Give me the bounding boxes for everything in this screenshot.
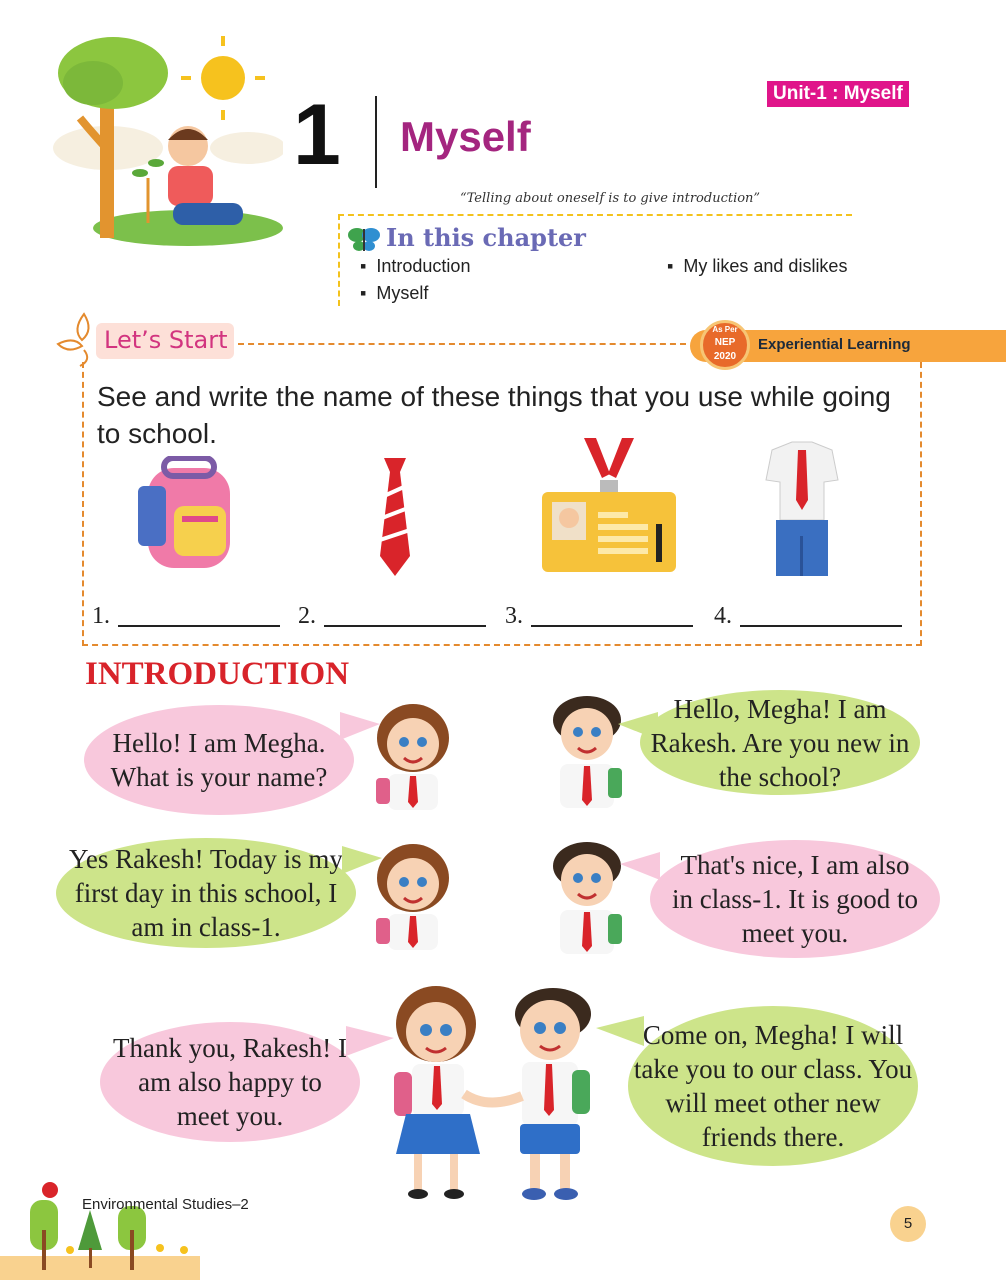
chapter-title: Myself: [400, 113, 531, 160]
chapter-item: ▪ Myself: [360, 283, 428, 304]
id-card-icon: [538, 436, 680, 576]
chapter-divider: [375, 96, 377, 188]
girl-avatar: [368, 838, 458, 950]
answer-blank[interactable]: [298, 603, 486, 630]
answer-line: [324, 625, 486, 627]
bubble-tail: [346, 1026, 394, 1056]
speech-bubble-rakesh: [628, 1006, 918, 1166]
chapter-item: ▪ My likes and dislikes: [667, 256, 847, 277]
page-number: 5: [890, 1206, 926, 1242]
speech-bubble-megha: [56, 838, 356, 948]
speech-bubble-megha: [100, 1022, 360, 1142]
boy-avatar: [542, 690, 632, 808]
book-title: Environmental Studies–2: [82, 1196, 249, 1213]
lets-start-text: Let’s Start: [104, 326, 228, 354]
in-this-chapter-heading: In this chapter: [386, 223, 586, 252]
speech-bubble-rakesh: [650, 840, 940, 958]
nep-badge-line1: As Per: [712, 325, 738, 334]
answer-blank[interactable]: [505, 603, 693, 630]
bubble-tail: [620, 852, 660, 880]
school-uniform-icon: [762, 440, 842, 580]
dialogue-text: Hello! I am Megha. What is your name?: [110, 728, 328, 792]
school-bag-icon: [134, 456, 244, 576]
answer-number: 1.: [92, 603, 110, 629]
answer-number: 2.: [298, 603, 316, 629]
footer-trees-decoration: [0, 1170, 200, 1280]
unit-tag: Unit-1 : Myself: [767, 81, 909, 107]
answer-blank[interactable]: [92, 603, 280, 630]
answer-line: [118, 625, 280, 627]
chapter-number: 1: [293, 87, 341, 183]
speech-bubble-megha: [84, 705, 354, 815]
chapter-illustration: [48, 28, 283, 253]
chapter-item: ▪ Introduction: [360, 256, 470, 277]
speech-bubble-rakesh: [640, 690, 920, 795]
answer-number: 3.: [505, 603, 523, 629]
leaf-icon: [54, 310, 98, 368]
butterfly-icon: [347, 225, 381, 255]
answer-line: [740, 625, 902, 627]
lets-start-label: [96, 323, 234, 359]
dialogue-text: That's nice, I am also in class-1. It is good to meet you.: [672, 850, 918, 948]
answer-blank[interactable]: [714, 603, 902, 630]
dialogue-text: Thank you, Rakesh! I am also happy to meet you.: [113, 1033, 347, 1131]
girl-avatar: [368, 698, 458, 810]
dashed-divider: [238, 343, 686, 345]
answer-line: [531, 625, 693, 627]
introduction-heading: INTRODUCTION: [85, 656, 350, 692]
dialogue-text: Come on, Megha! I will take you to our class. You will meet other new friends there.: [633, 1020, 913, 1152]
answer-number: 4.: [714, 603, 732, 629]
dialogue-text: Yes Rakesh! Today is my first day in this school, I am in class-1.: [69, 844, 343, 942]
dialogue-text: Hello, Megha! I am Rakesh. Are you new in the school?: [650, 693, 910, 792]
tie-icon: [370, 456, 420, 581]
experiential-learning-label: Experiential Learning: [758, 336, 911, 353]
nep-badge-line2: NEP: [714, 337, 736, 348]
boy-avatar: [542, 836, 632, 954]
chapter-quote: “Telling about oneself is to give introduction”: [460, 191, 761, 206]
children-handshake-illustration: [388, 984, 608, 1204]
activity-instruction: See and write the name of these things that you use while going to school.: [97, 381, 891, 449]
nep-badge-line3: 2020: [713, 351, 737, 362]
